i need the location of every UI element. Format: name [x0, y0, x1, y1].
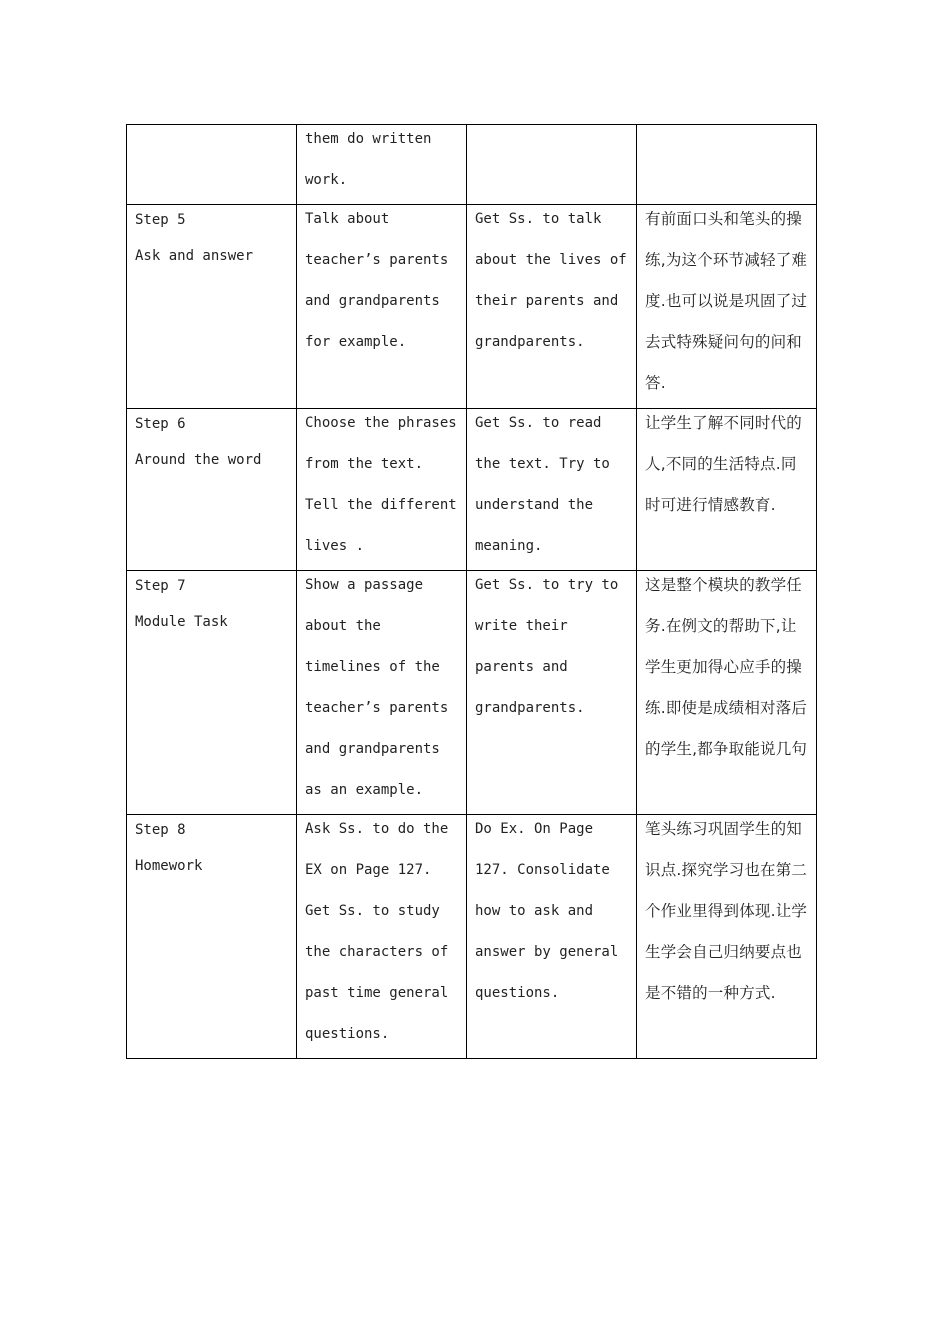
student-activity-text: Get Ss. to talk about the lives of their parents and grandparents.	[475, 211, 636, 350]
student-activity-cell	[467, 125, 637, 205]
lesson-plan-table	[126, 124, 817, 1059]
step-title: Step 6	[135, 416, 186, 432]
step-cell	[127, 815, 297, 1059]
step-cell	[127, 571, 297, 815]
teacher-activity-cell	[297, 409, 467, 571]
step-title: Step 8	[135, 822, 186, 838]
purpose-text: 让学生了解不同时代的人,不同的生活特点.同时可进行情感教育.	[645, 414, 803, 514]
step-subtitle: Around the word	[135, 452, 262, 468]
table-row	[127, 125, 817, 205]
step-title: Step 5	[135, 212, 186, 228]
purpose-cell	[637, 571, 817, 815]
table-row	[127, 205, 817, 409]
step-subtitle: Homework	[135, 858, 203, 874]
step-cell	[127, 409, 297, 571]
purpose-text: 笔头练习巩固学生的知识点.探究学习也在第二个作业里得到体现.让学生学会自己归纳要点也是不错的一种方式.	[645, 820, 808, 1002]
step-title: Step 7	[135, 578, 186, 594]
student-activity-text: Get Ss. to try to write their parents and grandparents.	[475, 577, 627, 716]
teacher-activity-text: Talk about teacher’s parents and grandparents for example.	[305, 211, 457, 350]
student-activity-text: Get Ss. to read the text. Try to understand the meaning.	[475, 415, 619, 554]
student-activity-cell	[467, 409, 637, 571]
table-row	[127, 409, 817, 571]
purpose-text: 有前面口头和笔头的操练,为这个环节减轻了难度.也可以说是巩固了过去式特殊疑问句的问和答.	[645, 210, 808, 392]
teacher-activity-text: Show a passage about the timelines of the teacher’s parents and grandparents as an example.	[305, 577, 457, 798]
student-activity-text: Do Ex. On Page 127. Consolidate how to ask and answer by general questions.	[475, 821, 627, 1001]
table-row	[127, 815, 817, 1059]
student-activity-cell	[467, 815, 637, 1059]
teacher-activity-cell	[297, 571, 467, 815]
teacher-activity-text: them do written work.	[305, 131, 440, 188]
student-activity-cell	[467, 571, 637, 815]
purpose-cell	[637, 409, 817, 571]
purpose-cell	[637, 125, 817, 205]
teacher-activity-cell	[297, 125, 467, 205]
student-activity-cell	[467, 205, 637, 409]
teacher-activity-cell	[297, 205, 467, 409]
purpose-cell	[637, 205, 817, 409]
teacher-activity-text: Ask Ss. to do the EX on Page 127. Get Ss. to study the characters of past time general questions.	[305, 821, 457, 1042]
purpose-text: 这是整个模块的教学任务.在例文的帮助下,让学生更加得心应手的操练.即使是成绩相对落后的学生,都争取能说几句	[645, 576, 808, 758]
step-subtitle: Ask and answer	[135, 248, 254, 264]
table-row	[127, 571, 817, 815]
step-cell	[127, 125, 297, 205]
teacher-activity-cell	[297, 815, 467, 1059]
purpose-cell	[637, 815, 817, 1059]
step-subtitle: Module Task	[135, 614, 228, 630]
step-cell	[127, 205, 297, 409]
teacher-activity-text: Choose the phrases from the text. Tell the different lives .	[305, 415, 466, 554]
step-title	[135, 125, 288, 131]
